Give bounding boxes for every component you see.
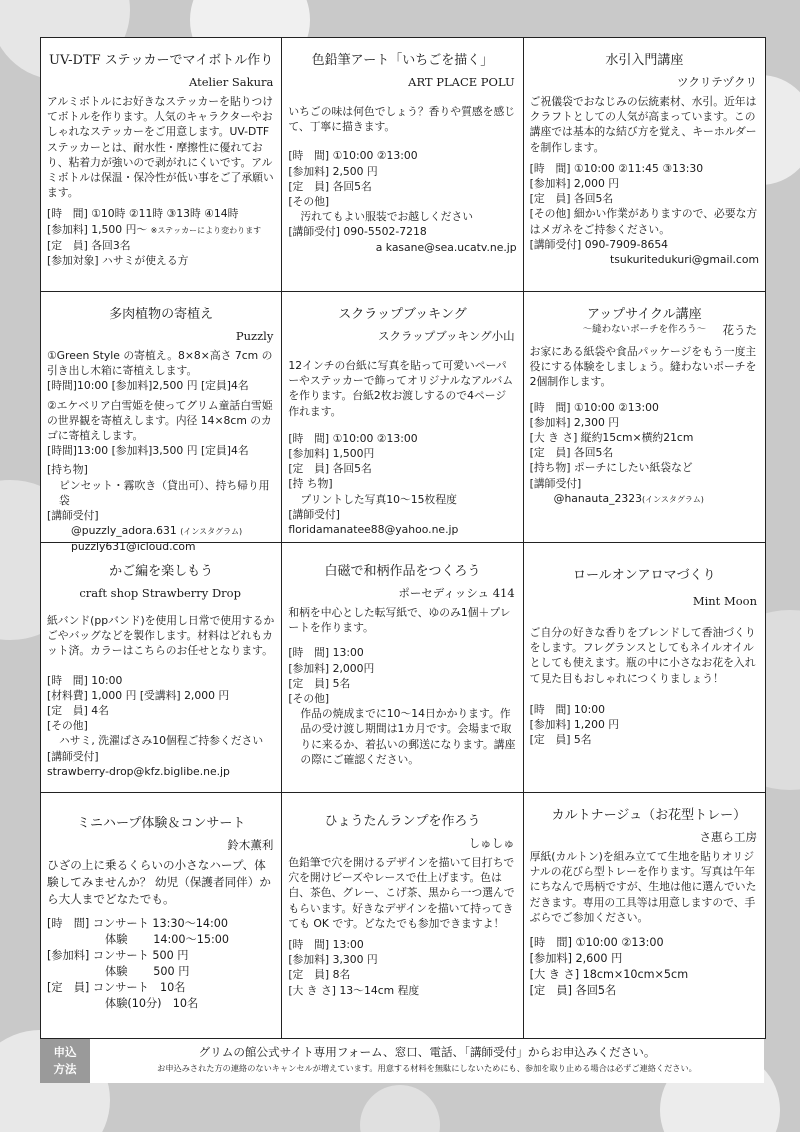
badge-line-1: 申込 (53, 1045, 77, 1059)
info-contact-instagram-row (530, 491, 759, 507)
workshop-description: 12インチの台紙に写真を貼って可愛いペーパーやステッカーで飾ってオリジナルなアルバムを作ります。台紙2枚お渡しするので4ページ作れます。 (288, 359, 514, 418)
info-size: [大 き さ] 18cm×10cm×5cm (529, 968, 689, 982)
workshop-description: 厚紙(カルトン)を組み立てて生地を貼りオリジナルの花びら型トレーを作ります。写真は午年にちなんで馬柄ですが、生地は他に選んでいただきます。専用の工具等は用意しますので、手ぶらでご参加ください。 (529, 850, 757, 924)
workshop-title: スクラップブッキング (338, 307, 467, 322)
workshop-subtitle: ～縫わないポーチを作ろう～ (582, 324, 707, 335)
instructor-name: しゅしゅ (468, 836, 515, 850)
info-contact-label: [講師受付] (47, 749, 99, 763)
workshop-title: ミニハープ体験＆コンサート (76, 816, 246, 831)
info-items: プリントした写真10～15枚程度 (300, 492, 457, 506)
info-capacity: [定 員] 8名 (288, 968, 351, 982)
workshop-info (530, 161, 759, 267)
info-time: [時 間] ①10:00 ②11:45 ③13:30 (529, 161, 704, 175)
instructor-name: Mint Moon (692, 594, 757, 608)
workshop-info (47, 673, 275, 779)
info-capacity: [定 員] 各回5名 (529, 984, 617, 998)
info-fee: [参加料] 1,500 円～ (47, 222, 148, 236)
info-other: ハサミ, 洗濯ばさみ10個程ご持参ください (59, 734, 264, 748)
info-capacity: [定 員] 各回5名 (288, 179, 372, 193)
workshop-title: カルトナージュ（お花型トレー） (551, 808, 747, 823)
workshop-card-aroma (524, 543, 765, 793)
workshop-card-porcelain (282, 543, 523, 793)
workshop-title: ロールオンアロマづくり (572, 568, 716, 583)
workshop-title: かご編を楽しもう (109, 564, 214, 579)
info-fee: [参加料] コンサート 500 円 (47, 949, 189, 962)
workshop-description: 色鉛筆で穴を開けるデザインを描いて目打ちで穴を開けビーズやレースで仕上げます。色は白、茶色、グレー、こげ茶、黒から一つ選んでもらいます。好きなデザインを描いて持ってきても OK です。どなたでも参加できますよ！ (288, 856, 515, 930)
workshop-card-harp (41, 793, 282, 1038)
instructor-name: ポーセディッシュ 414 (398, 586, 515, 600)
workshop-info (288, 431, 516, 537)
workshop-card-cartonnage (524, 793, 765, 1038)
info-contact-instagram[interactable]: @hanauta_2323 (553, 491, 642, 505)
info-capacity-2: 体験(10分) 10名 (105, 997, 199, 1010)
info-fee: [参加料] 2,000円 (288, 661, 375, 675)
workshop-description: 和柄を中心とした転写紙で、ゆのみ1個＋プレートを作ります。 (288, 606, 511, 635)
workshop-info (530, 935, 759, 999)
application-text (90, 1039, 764, 1083)
info-contact-email[interactable]: a kasane@sea.ucatv.ne.jp (375, 240, 517, 254)
badge-line-2: 方法 (53, 1062, 77, 1076)
cancellation-note: お申込みされた方の連絡のないキャンセルが増えています。用意する材料を無駄にしないためにも、参加を取り止める場合は必ずご連絡ください。 (157, 1063, 697, 1073)
info-other: 汚れてもよい服装でお越しください (300, 210, 474, 224)
info-time: [時 間] 13:00 (288, 938, 364, 952)
instructor-name: スクラップブッキング小山 (378, 329, 515, 343)
workshop-description: アルミボトルにお好きなステッカーを貼りつけてボトルを作ります。人気のキャラクターやおしゃれなステッカーをご用意します。UV-DTF ステッカーとは、耐水性・摩擦性に優れており、粘着力が強いので剥がれにくいです。アルミボトルは保温・保冷性が低い事をご了承願います。 (47, 95, 274, 200)
workshop-card-mizuhiki (524, 38, 765, 292)
info-fee: [材料費] 1,000 円 [受講料] 2,000 円 (47, 688, 230, 702)
workshop-info (530, 702, 759, 748)
instructor-name: さ惠ら工房 (699, 830, 757, 844)
workshop-title: UV-DTF ステッカーでマイボトル作り (49, 53, 274, 68)
info-time: [時 間] コンサート 13:30～14:00 (47, 917, 229, 930)
info-fee-row (47, 222, 275, 238)
info-contact-email[interactable]: puzzly631@icloud.com (71, 540, 196, 554)
workshop-info (288, 937, 516, 998)
workshop-info (530, 400, 759, 507)
info-fee: [参加料] 1,500円 (288, 447, 375, 461)
info-time-2: 体験 14:00～15:00 (105, 933, 229, 946)
info-contact-email[interactable]: tsukuritedukuri@gmail.com (610, 253, 759, 267)
workshop-description-2: ②エケベリア白雪姫を使ってグリム童話白雪姫の世界観を寄植えします。内径 14×8cm のカゴに寄植えします。 (47, 398, 273, 443)
application-instructions: グリムの館公式サイト専用フォーム、窓口、電話、「講師受付」からお申込みください。 (198, 1045, 656, 1059)
info-fee-2: 体験 500 円 (105, 965, 190, 978)
info-time: [時 間] ①10:00 ②13:00 (529, 936, 664, 950)
workshop-description: いちごの味は何色でしょう？香りや質感を感じて、丁寧に描きます。 (288, 105, 516, 134)
info-time: [時 間] ①10時 ②11時 ③13時 ④14時 (47, 207, 239, 221)
workshop-title: 水引入門講座 (605, 53, 684, 68)
workshop-description: ひざの上に乗るくらいの小さなハープ、体験してみませんか？ 幼児（保護者同伴）から大人までどなたでも。 (47, 858, 271, 906)
info-items-label: [持ち物] (47, 463, 88, 477)
workshop-title: アップサイクル講座 (587, 307, 702, 322)
info-time: [時 間] ①10:00 ②13:00 (288, 431, 418, 445)
workshop-description-1: ①Green Style の寄植え。8×8×高さ 7cm の引き出し木箱に寄植えします。 (47, 349, 273, 378)
info-contact-label: [講師受付] (47, 509, 99, 523)
info-other: 作品の焼成までに10～14日かかります。作品の受け渡し期間は1カ月です。会場まで取りに来るか、着払いの郵送になります。講座の際にご確認ください。 (300, 707, 516, 766)
info-fee: [参加料] 2,600 円 (529, 952, 623, 966)
info-capacity: [定 員] 5名 (288, 676, 351, 690)
instructor-name: 花うた (722, 323, 757, 337)
info-fee-note: ※ステッカーにより変わります (150, 225, 262, 235)
info-items-label: [持 ち物] (288, 477, 333, 491)
info-time: [時 間] 10:00 (529, 702, 606, 716)
workshop-description: ご祝儀袋でおなじみの伝統素材、水引。近年はクラフトとしての人気が高まっています。この講座では基本的な結び方を覚え、キーホルダーを制作します。 (529, 95, 757, 154)
bg-circle (360, 1085, 440, 1132)
info-capacity: [定 員] 各回3名 (47, 238, 131, 252)
workshop-card-basket (41, 543, 282, 793)
workshop-info (288, 148, 516, 254)
workshop-card-scrapbooking (282, 292, 523, 543)
info-fee: [参加料] 2,000 円 (529, 177, 620, 191)
info-other: [その他] 細かい作業がありますので、必要な方はメガネをご持参ください。 (529, 207, 758, 236)
info-capacity: [定 員] 4名 (47, 704, 109, 718)
info-contact-instagram-note: (インスタグラム) (641, 494, 704, 504)
info-time: [時 間] 10:00 (47, 673, 123, 687)
instructor-name: Atelier Sakura (189, 75, 274, 89)
info-contact-phone: [講師受付] 090-5502-7218 (288, 225, 427, 239)
info-plan-2: [時間]13:00 [参加料]3,500 円 [定員]4名 (47, 444, 249, 458)
info-time: [時 間] ①10:00 ②13:00 (288, 149, 418, 163)
info-capacity: [定 員] 各回5名 (529, 446, 614, 460)
info-size: [大 き さ] 縦約15cm×横約21cm (529, 431, 694, 445)
workshop-card-succulent (41, 292, 282, 554)
info-items: ピンセット・霧吹き（貸出可）、持ち帰り用袋 (59, 478, 270, 507)
workshop-card-upcycle (524, 292, 765, 543)
info-contact-email[interactable]: floridamanatee88@yahoo.ne.jp (288, 523, 459, 537)
workshop-card-uv-dtf (41, 38, 282, 292)
workshop-title: 多肉植物の寄植え (109, 307, 214, 322)
workshop-card-strawberry-drawing (282, 38, 523, 292)
info-contact-label: [講師受付] (288, 507, 340, 521)
application-method-badge (40, 1039, 90, 1083)
info-plan-1: [時間]10:00 [参加料]2,500 円 [定員]4名 (47, 379, 249, 393)
workshop-grid (40, 37, 766, 1039)
info-capacity: [定 員] 各回5名 (529, 192, 614, 206)
info-target: [参加対象] ハサミが使える方 (47, 254, 189, 268)
info-fee: [参加料] 2,300 円 (529, 415, 620, 429)
workshop-title: 白磁で和柄作品をつくろう (324, 564, 481, 579)
workshop-description: お家にある紙袋や食品パッケージをもう一度主役にする体験をしましょう。縫わないポーチを2個制作します。 (529, 345, 757, 389)
instructor-name: craft shop Strawberry Drop (79, 586, 241, 600)
workshop-info (288, 645, 516, 767)
instructor-name: ART PLACE POLU (408, 75, 515, 89)
instructor-name: Puzzly (235, 329, 274, 343)
workshop-description: ご自分の好きな香りをブレンドして香油づくりをします。フレグランスとしてもネイルオイルとしても使えます。瓶の中に小さなお花を入れて見た目もおしゃれにつくりましょう！ (529, 626, 756, 685)
info-size: [大 き さ] 13～14cm 程度 (288, 983, 420, 997)
info-fee: [参加料] 1,200 円 (529, 718, 620, 732)
info-capacity: [定 員] 各回5名 (288, 462, 372, 476)
info-other-label: [その他] (288, 692, 330, 706)
info-contact-email[interactable]: strawberry-drop@kfz.biglibe.ne.jp (47, 764, 230, 778)
info-capacity: [定 員] コンサート 10名 (47, 981, 186, 994)
workshop-title: ひょうたんランプを作ろう (324, 814, 481, 829)
info-items: [持ち物] ポーチにしたい紙袋など (529, 461, 693, 475)
info-contact-instagram[interactable]: @puzzly_adora.631 (71, 524, 177, 538)
info-contact-phone: [講師受付] 090-7909-8654 (529, 237, 669, 251)
info-other-label: [その他] (47, 719, 88, 733)
info-fee: [参加料] 3,300 円 (288, 953, 378, 967)
info-fee: [参加料] 2,500 円 (288, 164, 378, 178)
info-other-label: [その他] (288, 195, 330, 209)
workshop-info (47, 206, 275, 268)
info-time: [時 間] 13:00 (288, 646, 364, 660)
workshop-info (47, 916, 275, 1012)
workshop-title: 色鉛筆アート「いちごを描く」 (311, 53, 494, 68)
info-contact-label: [講師受付] (529, 476, 582, 490)
instructor-name: ツクリテヅクリ (677, 75, 757, 89)
info-contact-instagram-row (47, 523, 275, 539)
info-time: [時 間] ①10:00 ②13:00 (529, 400, 659, 414)
workshop-card-gourd-lamp (282, 793, 523, 1038)
workshop-description: 紙バンド(ppバンド)を使用し日常で使用するかごやバッグなどを製作します。材料はどれもカット済。カラーはこちらのお任せとなります。 (47, 614, 275, 658)
info-contact-instagram-note: (インスタグラム) (180, 527, 243, 537)
application-footer (40, 1039, 764, 1083)
instructor-name: 鈴木薫利 (227, 838, 274, 852)
info-capacity: [定 員] 5名 (529, 733, 592, 747)
